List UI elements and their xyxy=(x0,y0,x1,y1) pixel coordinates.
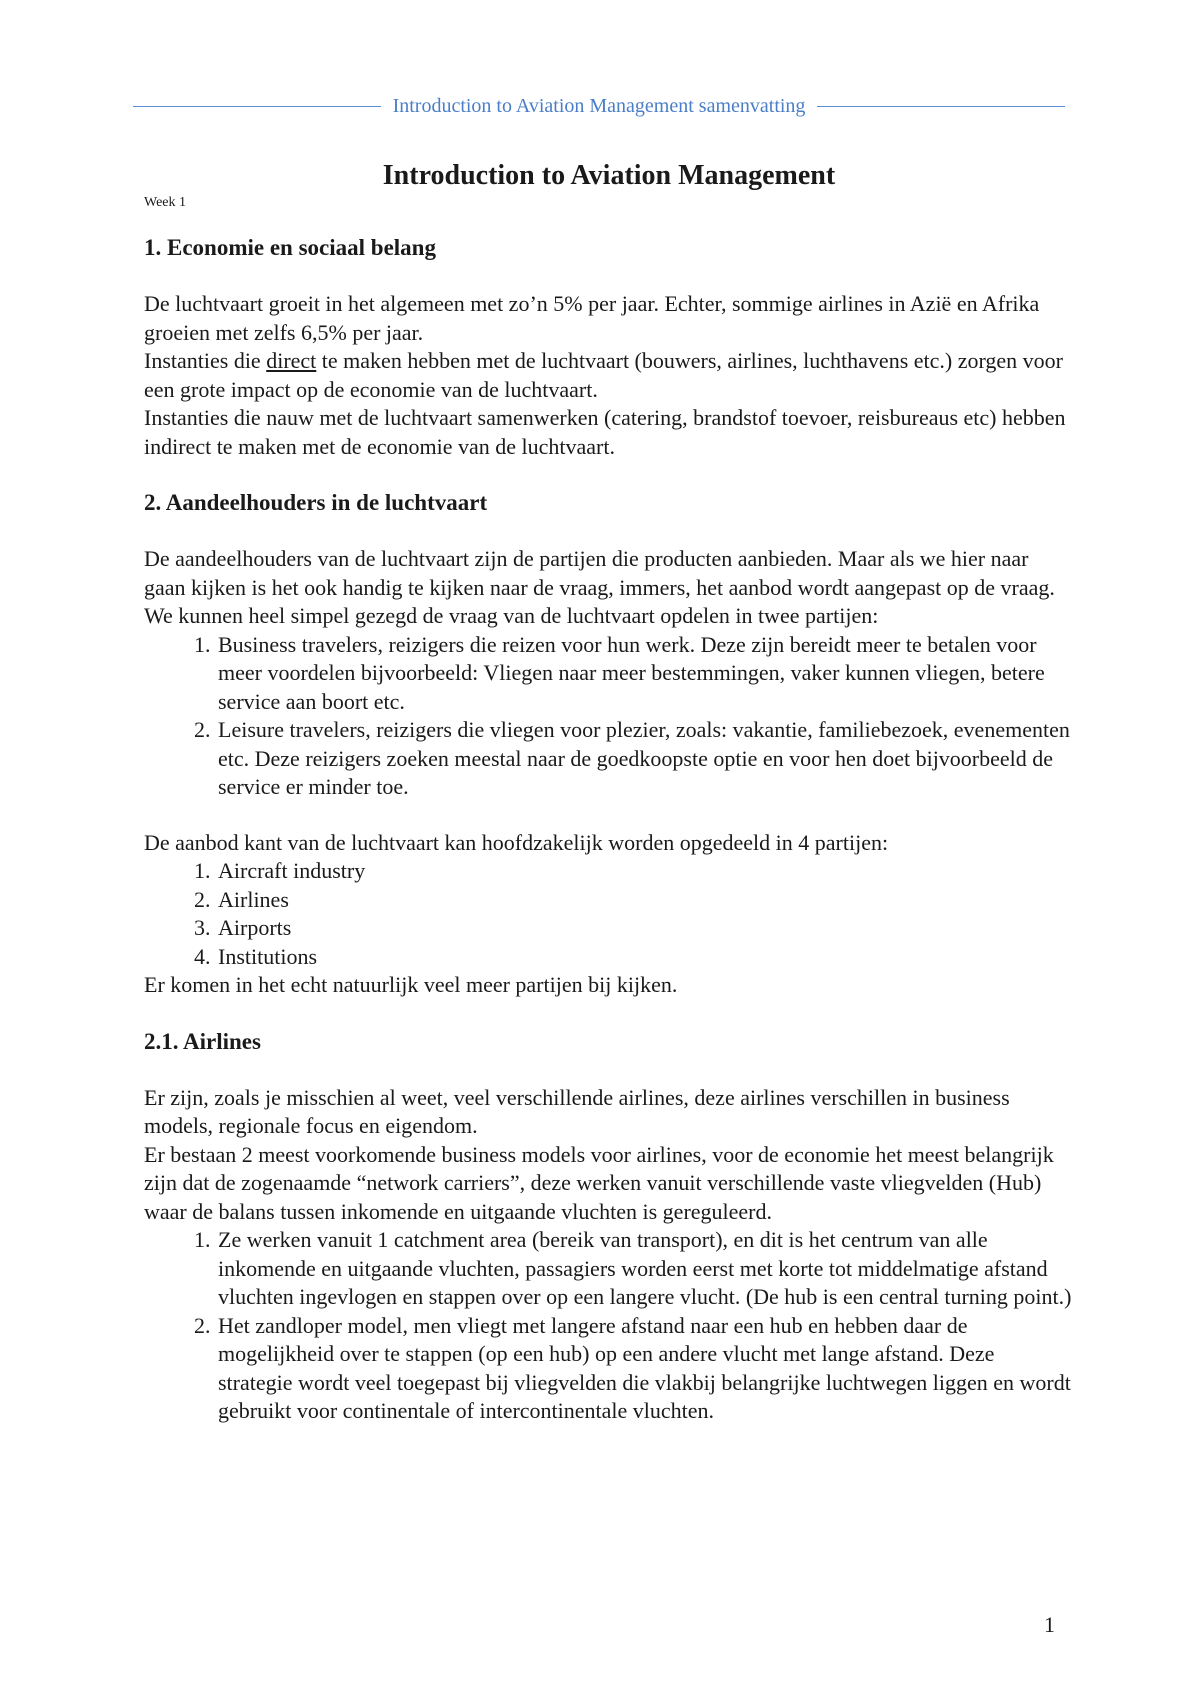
list-item: 2. Leisure travelers, reizigers die vliegen voor plezier, zoals: vakantie, familiebezoek, evenementen etc. Deze reizigers zoeken meestal naar de goedkoopste optie en voor hen doet bijvoorbeeld de service er minder toe. xyxy=(216,716,1074,802)
document-body xyxy=(144,158,1074,1426)
header-rule-right xyxy=(817,106,1065,107)
section-2-1-heading: 2.1. Airlines xyxy=(144,1028,261,1054)
section-1-paragraph-1: De luchtvaart groeit in het algemeen met zo’n 5% per jaar. Echter, sommige airlines in Azië en Afrika groeien met zelfs 6,5% per jaar. xyxy=(144,291,1040,345)
header-rule-left xyxy=(133,106,381,107)
section-1-paragraph-3: Instanties die nauw met de luchtvaart samenwerken (catering, brandstof toevoer, reisbureaus etc) hebben indirect te maken met de economie van de luchtvaart. xyxy=(144,405,1066,459)
business-model-list xyxy=(144,1226,1074,1426)
section-1-heading: 1. Economie en sociaal belang xyxy=(144,235,436,260)
list-item: 1. Ze werken vanuit 1 catchment area (bereik van transport), en dit is het centrum van alle inkomende en uitgaande vluchten, passagiers worden eerst met korte tot middelmatige afstand vluchten ingevlogen en stappen over op een langere vlucht. (De hub is een central turning point.) xyxy=(216,1226,1074,1312)
header-text: Introduction to Aviation Management samenvatting xyxy=(392,94,806,117)
section-2-paragraph-1: De aandeelhouders van de luchtvaart zijn de partijen die producten aanbieden. Maar als we hier naar gaan kijken is het ook handig te kijken naar de vraag, immers, het aanbod wordt aangepast op de vraag. We kunnen heel simpel gezegd de vraag van de luchtvaart opdelen in twee partijen: xyxy=(144,546,1055,628)
text-span: Instanties die xyxy=(144,348,267,373)
page-header xyxy=(133,92,1065,120)
supply-list xyxy=(144,857,1074,971)
list-item: 2. Het zandloper model, men vliegt met langere afstand naar een hub en hebben daar de mogelijkheid over te stappen (op een hub) op een andere vlucht met lange afstand. Deze strategie wordt veel toegepast bij vliegvelden die vlakbij belangrijke luchtwegen liggen en wordt gebruikt voor continentale of intercontinentale vluchten. xyxy=(216,1312,1074,1426)
list-item: 3. Airports xyxy=(216,914,1074,943)
demand-list xyxy=(144,631,1074,802)
text-span: te maken hebben met de luchtvaart (bouwers, airlines, luchthavens etc.) zorgen voor een grote impact op de economie van de luchtvaart. xyxy=(144,348,1064,402)
page-number: 1 xyxy=(1044,1612,1055,1637)
list-item: 1. Business travelers, reizigers die reizen voor hun werk. Deze zijn bereidt meer te betalen voor meer voordelen bijvoorbeeld: Vliegen naar meer bestemmingen, vaker kunnen vliegen, betere service aan boort etc. xyxy=(216,631,1074,717)
section-2-heading: 2. Aandeelhouders in de luchtvaart xyxy=(144,490,488,515)
list-item: 1. Aircraft industry xyxy=(216,857,1074,886)
list-item: 2. Airlines xyxy=(216,886,1074,915)
section-2-1-paragraph-2: Er bestaan 2 meest voorkomende business models voor airlines, voor de economie het meest belangrijk zijn dat de zogenaamde “network carriers”, deze werken vanuit verschillende vaste vliegvelden (Hub) waar de balans tussen inkomende en uitgaande vluchten is gereguleerd. xyxy=(144,1141,1054,1224)
document-title: Introduction to Aviation Management xyxy=(382,160,836,191)
section-2-paragraph-2: De aanbod kant van de luchtvaart kan hoofdzakelijk worden opgedeeld in 4 partijen: xyxy=(144,829,889,855)
section-2-1-paragraph-1: Er zijn, zoals je misschien al weet, veel verschillende airlines, deze airlines verschillen in business models, regionale focus en eigendom. xyxy=(144,1084,1010,1138)
underlined-word: direct xyxy=(266,348,317,373)
section-1-paragraph-2 xyxy=(144,347,1074,404)
list-item: 4. Institutions xyxy=(216,943,1074,972)
section-2-paragraph-3: Er komen in het echt natuurlijk veel meer partijen bij kijken. xyxy=(144,972,678,997)
week-label: Week 1 xyxy=(144,195,187,210)
